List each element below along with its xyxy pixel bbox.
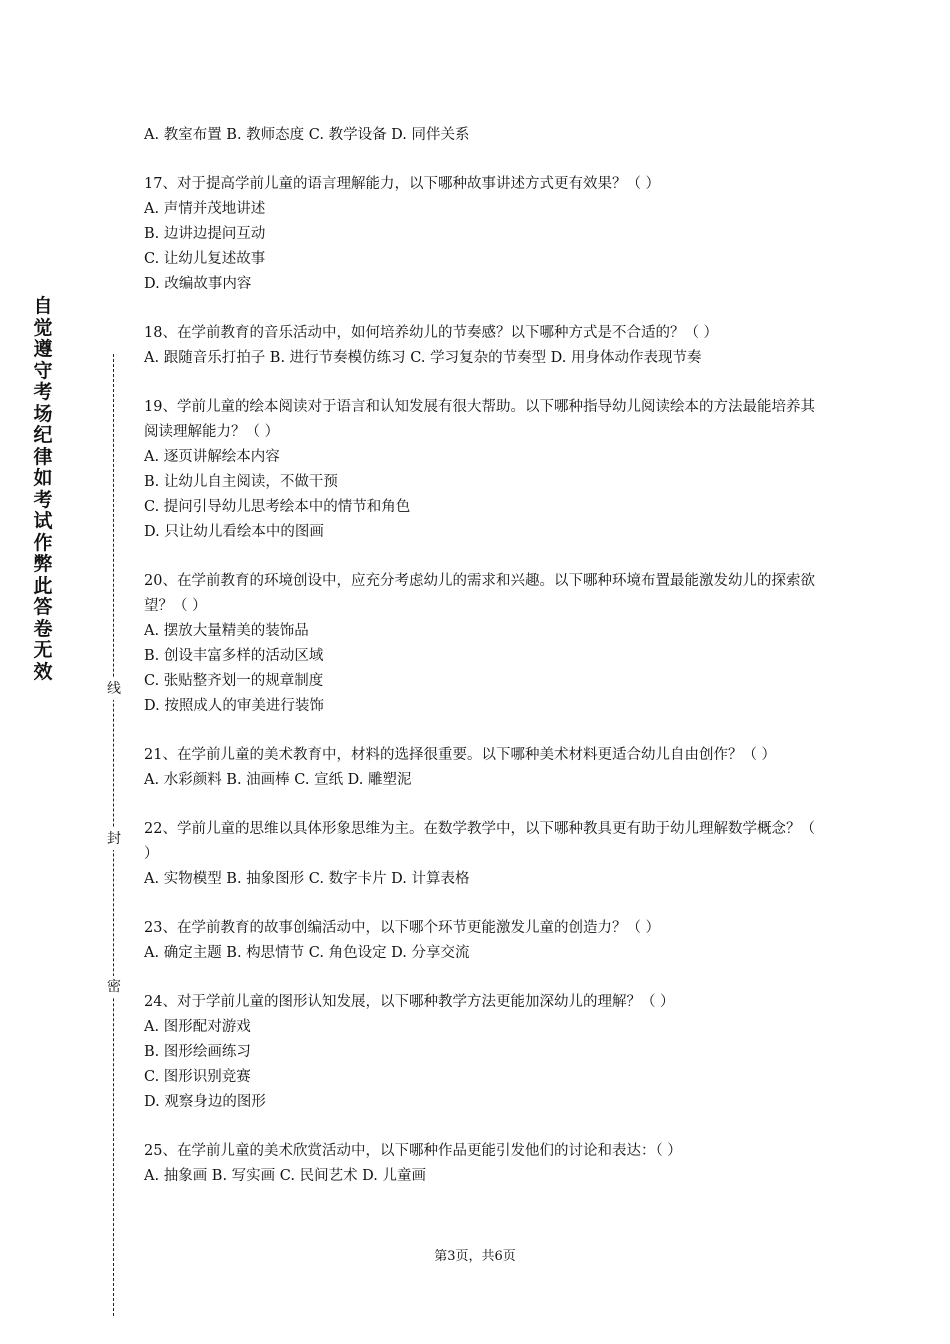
question-text: 21、在学前儿童的美术教育中，材料的选择很重要。以下哪种美术材料更适合幼儿自由创作？（ ）: [144, 747, 777, 763]
question-18: [144, 321, 824, 371]
question-text: 24、对于学前儿童的图形认知发展，以下哪种教学方法更能加深幼儿的理解？（ ）: [144, 994, 675, 1010]
question-17: [144, 172, 824, 297]
option-a: A. 逐页讲解绘本内容: [144, 449, 280, 465]
question-text: 22、学前儿童的思维以具体形象思维为主。在数学教学中，以下哪种教具更有助于幼儿理解数学概念？（ ）: [144, 821, 815, 862]
option-a: A. 摆放大量精美的装饰品: [144, 623, 309, 639]
question-20: [144, 569, 824, 719]
option-c: C. 张贴整齐划一的规章制度: [144, 673, 324, 689]
option-line: A. 跟随音乐打拍子 B. 进行节奏模仿练习 C. 学习复杂的节奏型 D. 用身体动作表现节奏: [144, 350, 702, 366]
page-number: 第3页，共6页: [434, 1249, 516, 1264]
option-b: B. 边讲边提问互动: [144, 226, 266, 242]
option-line: A. 实物模型 B. 抽象图形 C. 数字卡片 D. 计算表格: [144, 871, 470, 887]
question-23: [144, 916, 824, 966]
option-line: A. 水彩颜料 B. 油画棒 C. 宣纸 D. 雕塑泥: [144, 772, 412, 788]
question-text: 23、在学前教育的故事创编活动中，以下哪个环节更能激发儿童的创造力？（ ）: [144, 920, 661, 936]
question-text: 19、学前儿童的绘本阅读对于语言和认知发展有很大帮助。以下哪种指导幼儿阅读绘本的方法最能培养其阅读理解能力？（ ）: [144, 399, 815, 440]
question-text: 18、在学前教育的音乐活动中，如何培养幼儿的节奏感？以下哪种方式是不合适的？（ ）: [144, 325, 719, 341]
question-list: [144, 123, 824, 1213]
option-d: D. 按照成人的审美进行装饰: [144, 698, 324, 714]
option-d: D. 改编故事内容: [144, 276, 252, 292]
option-line: A. 确定主题 B. 构思情节 C. 角色设定 D. 分享交流: [144, 945, 470, 961]
exam-rules-notice: 自觉遵守考场纪律如考试作弊此答卷无效: [33, 295, 53, 683]
option-b: B. 创设丰富多样的活动区域: [144, 648, 324, 664]
option-a: A. 图形配对游戏: [144, 1019, 251, 1035]
option-c: C. 提问引导幼儿思考绘本中的情节和角色: [144, 499, 411, 515]
option-line: A. 教室布置 B. 教师态度 C. 教学设备 D. 同伴关系: [144, 127, 470, 143]
option-c: C. 让幼儿复述故事: [144, 251, 266, 267]
question-text: 25、在学前儿童的美术欣赏活动中，以下哪种作品更能引发他们的讨论和表达：（ ）: [144, 1143, 682, 1159]
option-c: C. 图形识别竞赛: [144, 1069, 251, 1085]
option-d: D. 观察身边的图形: [144, 1094, 266, 1110]
question-24: [144, 990, 824, 1115]
question-text: 20、在学前教育的环境创设中，应充分考虑幼儿的需求和兴趣。以下哪种环境布置最能激发幼儿的探索欲望？（ ）: [144, 573, 815, 614]
option-d: D. 只让幼儿看绘本中的图画: [144, 524, 324, 540]
question-22: [144, 817, 824, 892]
question-21: [144, 743, 824, 793]
binding-mark-line: 线: [104, 678, 124, 700]
question-19: [144, 395, 824, 545]
question-text: 17、对于提高学前儿童的语言理解能力，以下哪种故事讲述方式更有效果？（ ）: [144, 176, 661, 192]
question-16-options: [144, 123, 824, 148]
binding-mark-seal: 封: [104, 828, 124, 850]
option-b: B. 让幼儿自主阅读，不做干预: [144, 474, 338, 490]
question-25: [144, 1139, 824, 1189]
option-line: A. 抽象画 B. 写实画 C. 民间艺术 D. 儿童画: [144, 1168, 427, 1184]
option-a: A. 声情并茂地讲述: [144, 201, 266, 217]
binding-mark-secret: 密: [104, 976, 124, 998]
option-b: B. 图形绘画练习: [144, 1044, 251, 1060]
